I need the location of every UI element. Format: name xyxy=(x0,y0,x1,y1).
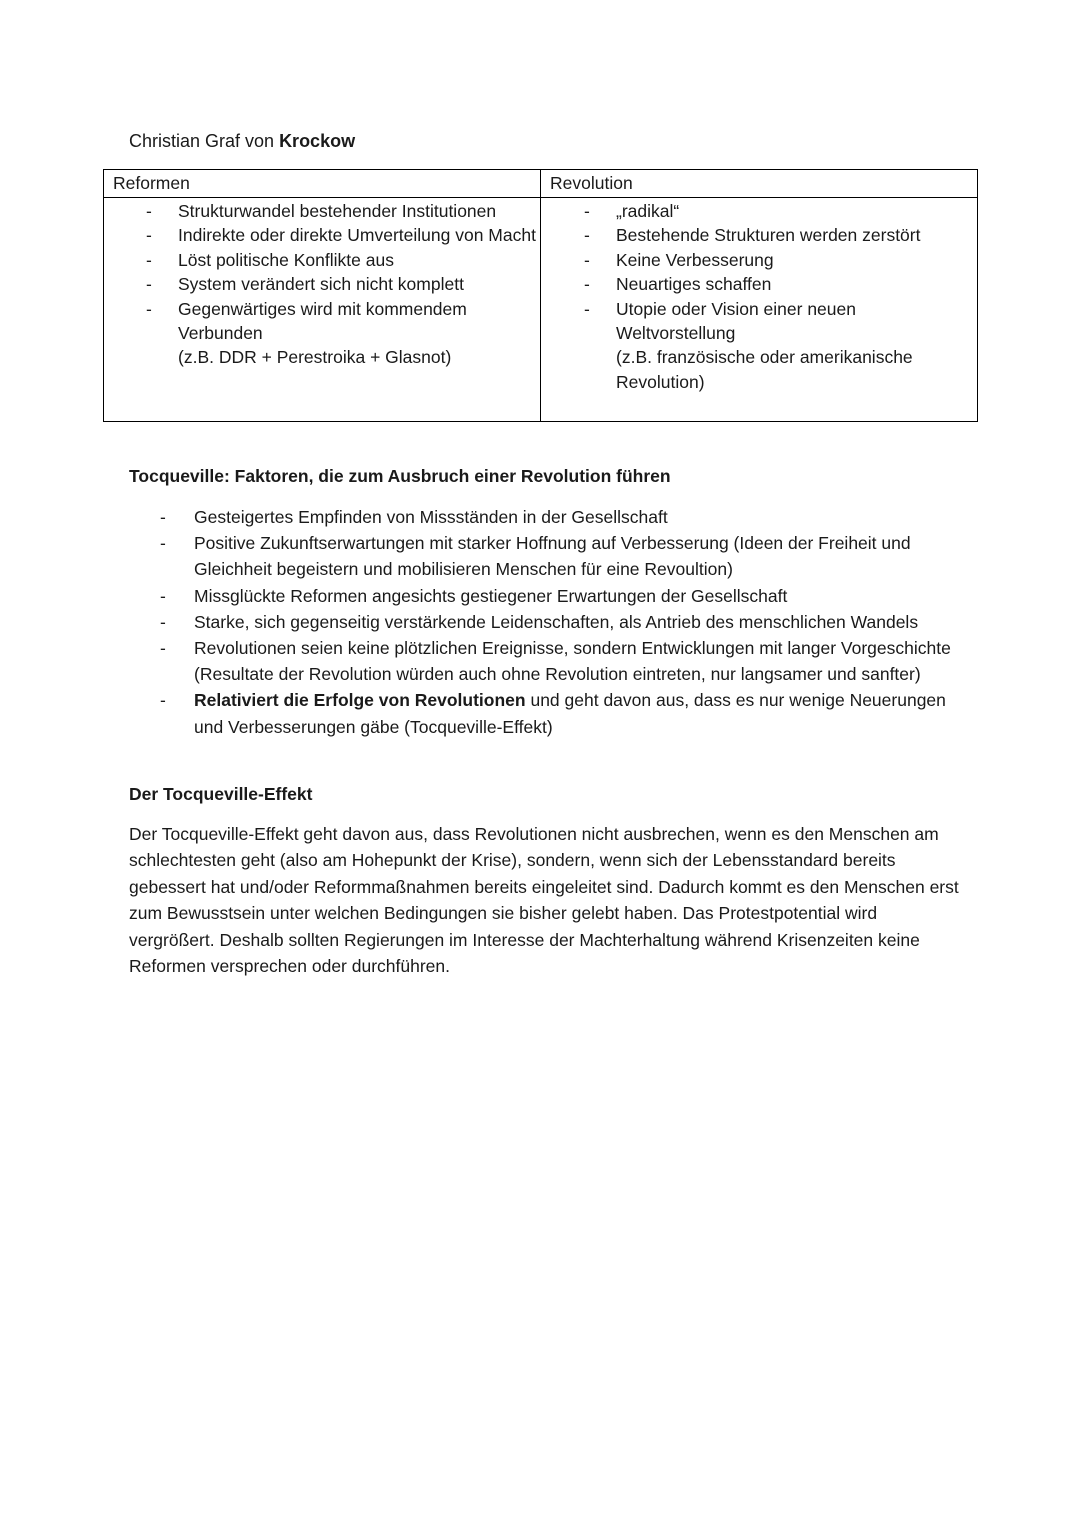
dash-bullet: - xyxy=(584,225,590,246)
list-item: - Neuartiges schaffen xyxy=(616,272,977,296)
dash-bullet: - xyxy=(146,274,152,295)
dash-bullet: - xyxy=(146,298,152,319)
list-item: - Strukturwandel bestehender Institutionen xyxy=(178,199,540,223)
list-item: - Revolutionen seien keine plötzlichen Ereignisse, sondern Entwicklungen mit langer Vorgeschichte (Resultate der Revolution würden auch ohne Revolution eintreten, nur langsamer und sanfter) xyxy=(194,635,964,687)
tocqueville-effect-paragraph: Der Tocqueville-Effekt geht davon aus, dass Revolutionen nicht ausbrechen, wenn es den Menschen am schlechtesten geht (also am Hohepunkt der Krise), sondern, wenn sich der Lebensstandard bereits gebessert hat und/oder Reformmaßnahmen bereits eingeleitet sind. Dadurch kommt es den Menschen erst zum Bewusstsein unter welchen Bedingungen sie bisher gelebt haben. Das Protestpotential wird vergrößert. Deshalb sollten Regierungen im Interesse der Machterhaltung während Krisenzeiten keine Reformen versprechen oder durchführen. xyxy=(129,824,959,977)
dash-bullet: - xyxy=(160,585,166,606)
tocqueville-effect-heading: Der Tocqueville-Effekt xyxy=(129,784,313,804)
tocqueville-factors-list xyxy=(160,504,964,740)
author-line xyxy=(129,129,355,153)
list-item: - Gesteigertes Empfinden von Missständen in der Gesellschaft xyxy=(194,504,964,530)
list-item: - Keine Verbesserung xyxy=(616,248,977,272)
list-item: - System verändert sich nicht komplett xyxy=(178,272,540,296)
dash-bullet: - xyxy=(584,249,590,270)
list-item: - Starke, sich gegenseitig verstärkende Leidenschaften, als Antrieb des menschlichen Wandels xyxy=(194,609,964,635)
bold-phrase: Relativiert die Erfolge von Revolutionen xyxy=(194,690,526,711)
tocqueville-factors-heading: Tocqueville: Faktoren, die zum Ausbruch einer Revolution führen xyxy=(129,466,671,486)
author-name: Krockow xyxy=(279,131,356,151)
reformen-example-note: (z.B. DDR + Perestroika + Glasnot) xyxy=(178,347,452,368)
dash-bullet: - xyxy=(584,298,590,319)
list-item: - Missglückte Reformen angesichts gestiegener Erwartungen der Gesellschaft xyxy=(194,583,964,609)
revolution-list xyxy=(584,199,977,394)
dash-bullet: - xyxy=(160,533,166,554)
revolution-example-note: (z.B. französische oder amerikanische Revolution) xyxy=(616,347,913,392)
dash-bullet: - xyxy=(584,201,590,221)
dash-bullet: - xyxy=(146,201,152,221)
dash-bullet: - xyxy=(146,249,152,270)
reformen-heading: Reformen xyxy=(104,170,541,198)
dash-bullet: - xyxy=(160,638,166,659)
revolution-cell xyxy=(541,198,978,422)
revolution-heading: Revolution xyxy=(541,170,978,198)
list-item: - Positive Zukunftserwartungen mit starker Hoffnung auf Verbesserung (Ideen der Freiheit und Gleichheit begeistern und mobilisieren Menschen für eine Revoultion) xyxy=(194,530,964,582)
reformen-list xyxy=(146,199,540,370)
dash-bullet: - xyxy=(584,274,590,295)
dash-bullet: - xyxy=(146,225,152,246)
list-item: - Relativiert die Erfolge von Revolutionen und geht davon aus, dass es nur wenige Neuerungen und Verbesserungen gäbe (Tocqueville-Effekt) xyxy=(194,687,964,739)
list-item: - Löst politische Konflikte aus xyxy=(178,248,540,272)
list-item: - Bestehende Strukturen werden zerstört xyxy=(616,223,977,247)
comparison-table xyxy=(103,169,978,422)
list-item: - „radikal“ xyxy=(616,199,977,223)
reformen-cell xyxy=(104,198,541,422)
list-item: - Indirekte oder direkte Umverteilung von Macht xyxy=(178,223,540,247)
list-item: - Utopie oder Vision einer neuen Weltvorstellung (z.B. französische oder amerikanische Revolution) xyxy=(616,297,977,395)
dash-bullet: - xyxy=(160,611,166,632)
dash-bullet: - xyxy=(160,507,166,527)
author-prefix: Christian Graf von xyxy=(129,131,280,151)
list-item: - Gegenwärtiges wird mit kommendem Verbunden (z.B. DDR + Perestroika + Glasnot) xyxy=(178,297,540,370)
dash-bullet: - xyxy=(160,690,166,711)
